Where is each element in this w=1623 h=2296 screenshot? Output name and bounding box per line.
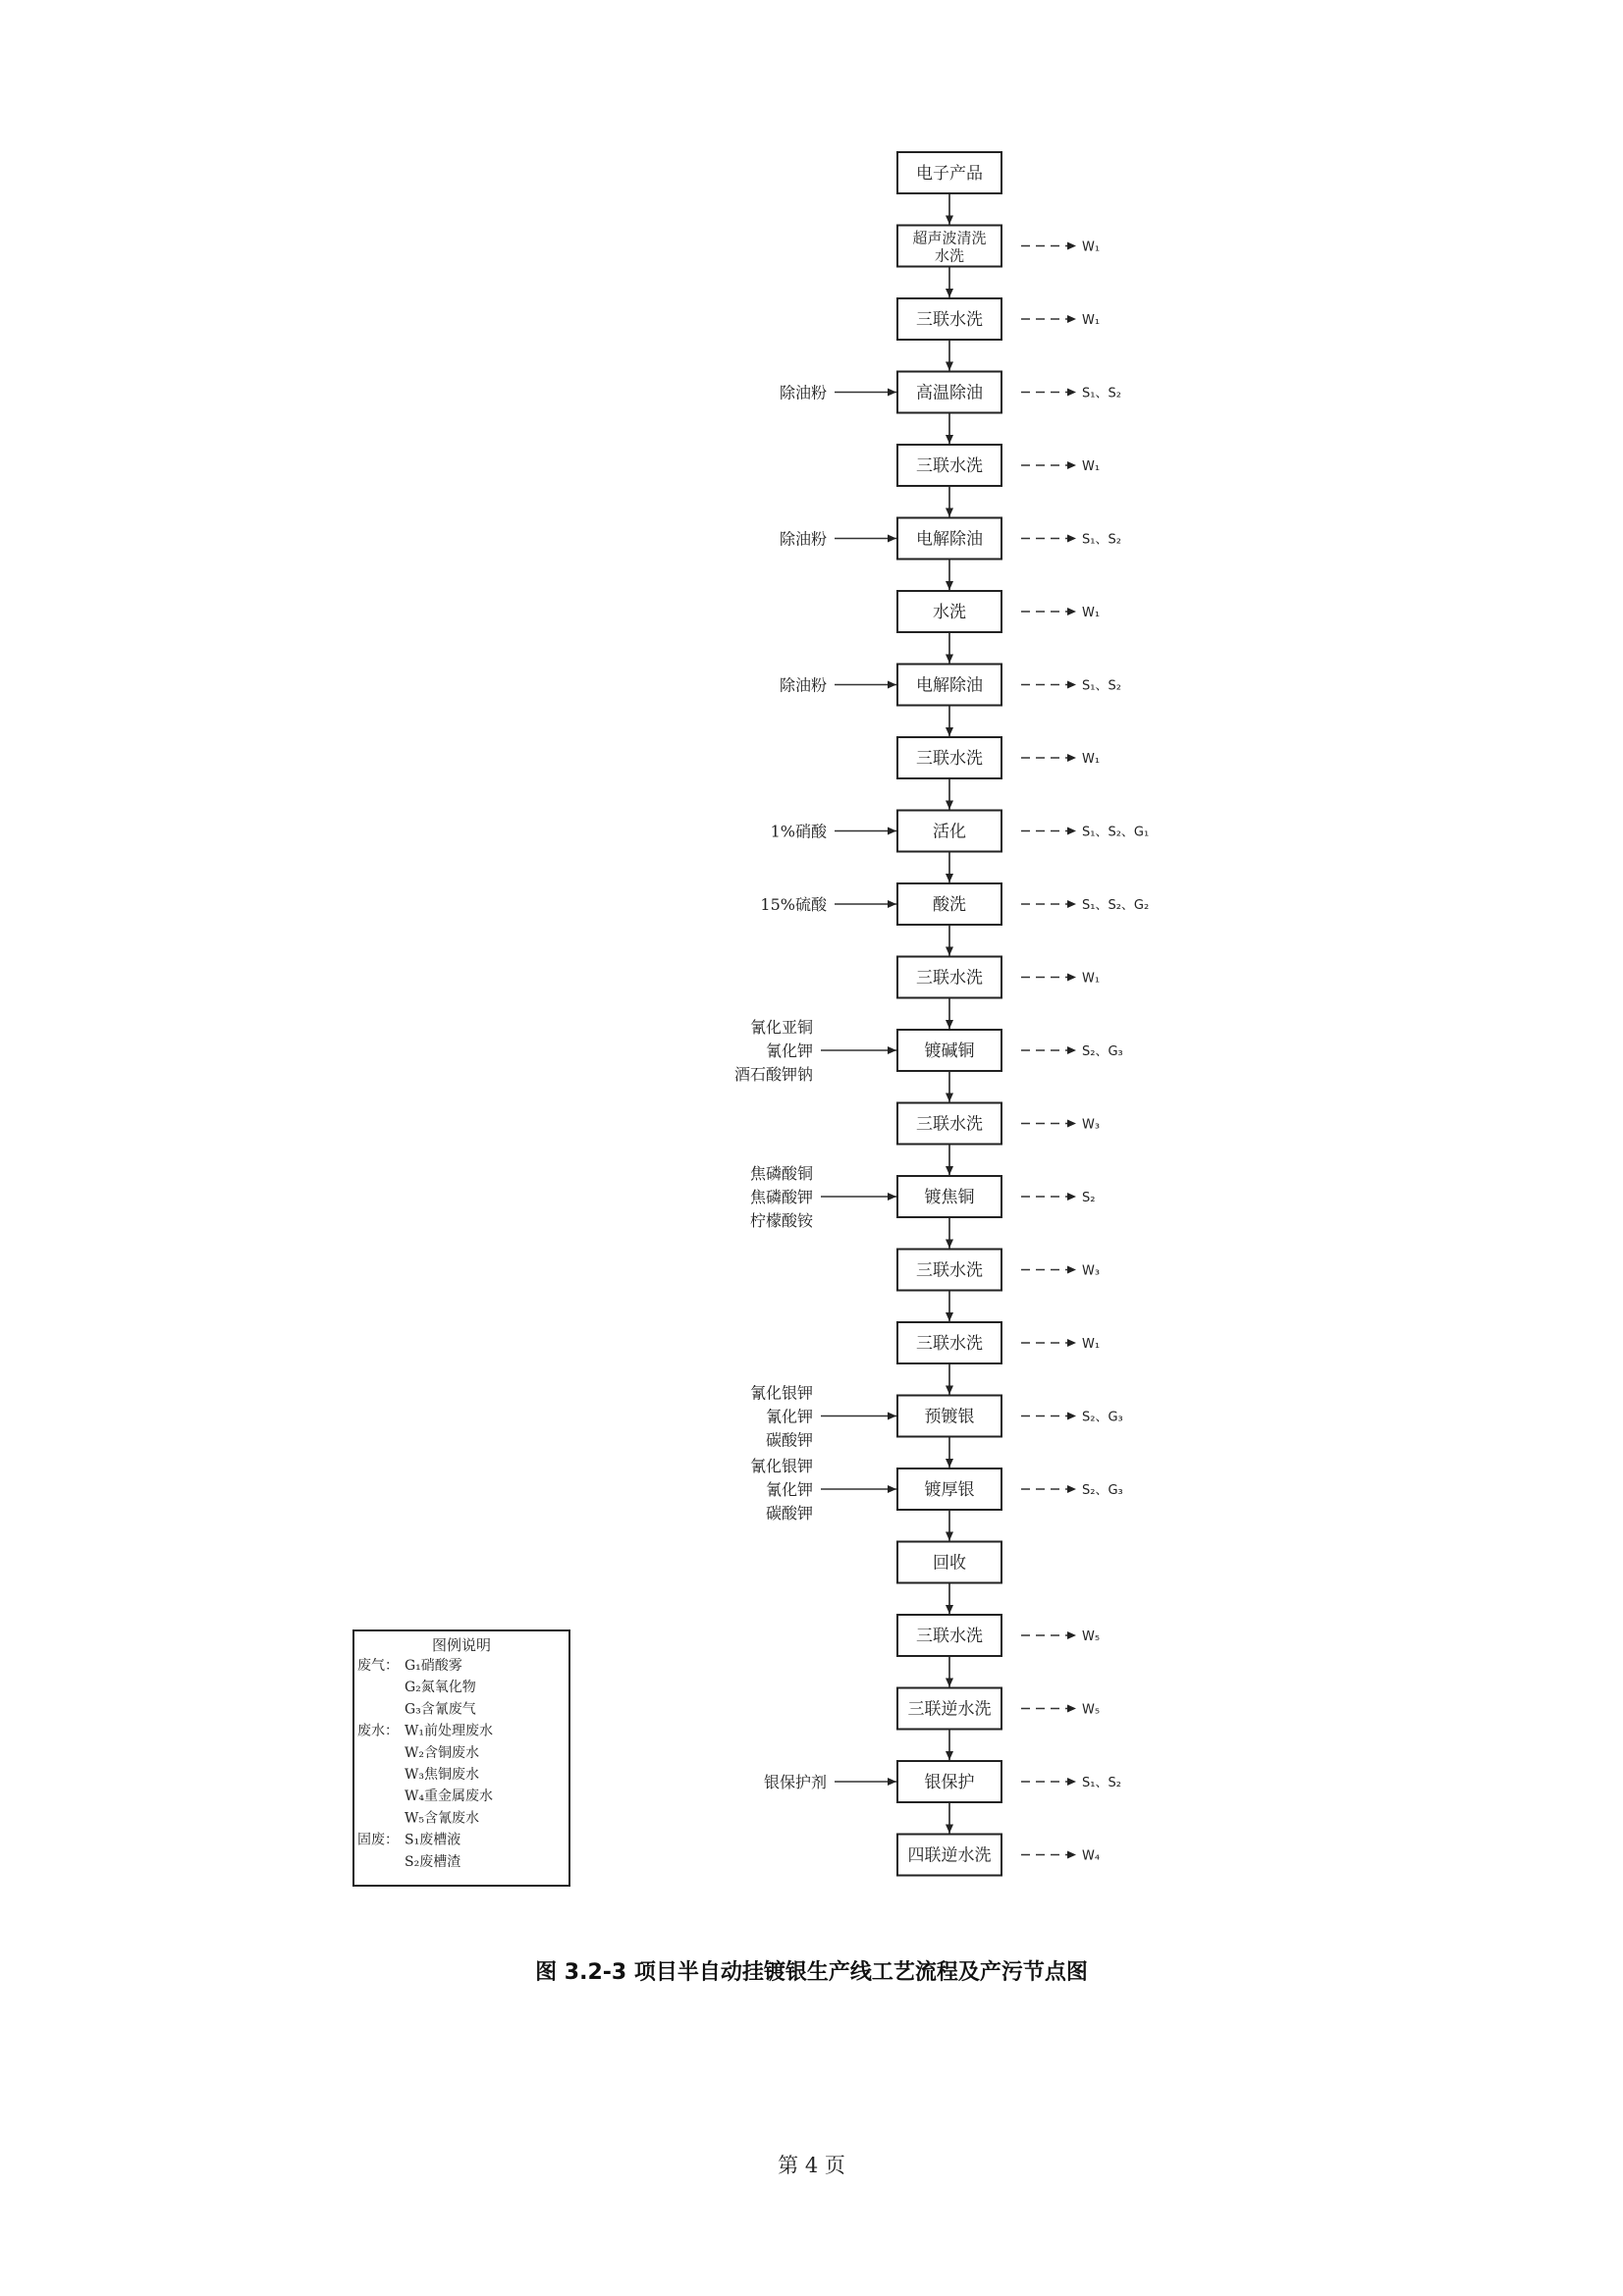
legend-item: S₂废槽渣 — [405, 1853, 461, 1870]
output-label: W₁ — [1082, 971, 1101, 987]
step-label: 超声波清洗 — [912, 229, 987, 247]
output-label: S₂、G₃ — [1082, 1483, 1123, 1498]
step-label: 酸洗 — [933, 895, 966, 915]
step-label: 预镀银 — [924, 1407, 975, 1427]
legend-item: W₅含氰废水 — [405, 1810, 480, 1827]
input-label: 焦磷酸铜 — [749, 1164, 813, 1183]
legend-item: W₃焦铜废水 — [405, 1767, 480, 1783]
input-label: 氰化钾 — [765, 1407, 813, 1426]
legend-item: W₁前处理废水 — [405, 1723, 494, 1739]
output-label: S₁、S₂、G₁ — [1082, 825, 1150, 840]
output-label: W₁ — [1082, 240, 1101, 255]
output-label: W₁ — [1082, 752, 1101, 767]
input-label: 氰化钾 — [765, 1480, 813, 1499]
step-label: 水洗 — [933, 603, 966, 622]
step-label: 镀碱铜 — [924, 1041, 975, 1061]
output-label: W₃ — [1082, 1263, 1101, 1279]
step-label: 三联水洗 — [916, 1114, 983, 1135]
step-label: 电解除油 — [916, 675, 983, 696]
input-label: 除油粉 — [779, 529, 827, 549]
step-label: 三联水洗 — [916, 1260, 983, 1281]
input-label: 除油粉 — [779, 675, 827, 695]
output-label: S₂ — [1082, 1191, 1096, 1205]
step-label: 三联水洗 — [916, 456, 983, 476]
legend-title: 图例说明 — [431, 1636, 492, 1654]
legend-item: G₁硝酸雾 — [405, 1658, 462, 1674]
input-label: 焦磷酸钾 — [749, 1188, 813, 1206]
output-label: S₁、S₂、G₂ — [1082, 898, 1150, 913]
input-label: 柠檬酸铵 — [749, 1211, 813, 1230]
output-label: W₅ — [1082, 1702, 1101, 1718]
step-label: 水洗 — [934, 246, 965, 265]
legend-item: W₂含铜废水 — [405, 1744, 480, 1761]
input-label: 碳酸钾 — [765, 1504, 813, 1522]
input-label: 银保护剂 — [763, 1773, 827, 1791]
input-label: 酒石酸钾钠 — [733, 1065, 813, 1084]
output-label: S₁、S₂ — [1082, 1776, 1121, 1790]
input-label: 15%硫酸 — [760, 895, 827, 914]
step-label: 银保护 — [924, 1773, 975, 1792]
flow-layer — [734, 152, 1149, 1876]
step-label: 镀厚银 — [924, 1480, 975, 1500]
step-label: 三联水洗 — [916, 968, 983, 988]
output-label: W₃ — [1082, 1117, 1101, 1133]
step-label: 三联逆水洗 — [907, 1699, 992, 1720]
step-label: 电子产品 — [916, 164, 983, 184]
input-label: 氰化亚铜 — [749, 1018, 813, 1037]
legend-item: S₁废槽液 — [405, 1832, 461, 1848]
output-label: S₂、G₃ — [1082, 1410, 1123, 1425]
legend-category: 废气： — [357, 1658, 399, 1674]
page-number: 第 4 页 — [778, 2154, 845, 2177]
output-label: W₁ — [1082, 606, 1101, 620]
step-label: 四联逆水洗 — [907, 1845, 992, 1866]
output-label: S₂、G₃ — [1082, 1044, 1123, 1059]
input-label: 1%硝酸 — [770, 822, 827, 841]
input-label: 氰化银钾 — [749, 1457, 813, 1475]
output-label: W₁ — [1082, 1337, 1101, 1352]
step-label: 高温除油 — [916, 383, 983, 403]
input-label: 碳酸钾 — [765, 1430, 813, 1450]
output-label: W₄ — [1082, 1848, 1101, 1864]
legend-item: W₄重金属废水 — [405, 1789, 494, 1805]
step-label: 镀焦铜 — [924, 1188, 975, 1207]
output-label: W₁ — [1082, 313, 1101, 328]
step-label: 三联水洗 — [916, 310, 983, 330]
output-label: W₅ — [1082, 1629, 1101, 1644]
step-label: 三联水洗 — [916, 1627, 983, 1646]
output-label: S₁、S₂ — [1082, 532, 1121, 548]
step-label: 三联水洗 — [916, 1334, 983, 1354]
legend-item: G₂氮氧化物 — [405, 1680, 476, 1696]
input-label: 氰化银钾 — [749, 1383, 813, 1403]
legend-category: 固废： — [357, 1832, 399, 1848]
output-label: S₁、S₂ — [1082, 678, 1121, 694]
input-label: 氰化钾 — [765, 1041, 813, 1060]
step-label: 三联水洗 — [916, 749, 983, 769]
legend-box — [353, 1630, 569, 1886]
legend-item: G₃含氰废气 — [405, 1701, 476, 1718]
output-label: S₁、S₂ — [1082, 386, 1121, 401]
step-label: 回收 — [933, 1553, 966, 1574]
figure-caption: 图 3.2-3 项目半自动挂镀银生产线工艺流程及产污节点图 — [535, 1960, 1088, 1985]
step-label: 电解除油 — [916, 529, 983, 550]
legend-category: 废水： — [357, 1723, 399, 1739]
input-label: 除油粉 — [779, 383, 827, 402]
step-label: 活化 — [933, 822, 966, 842]
output-label: W₁ — [1082, 459, 1101, 474]
